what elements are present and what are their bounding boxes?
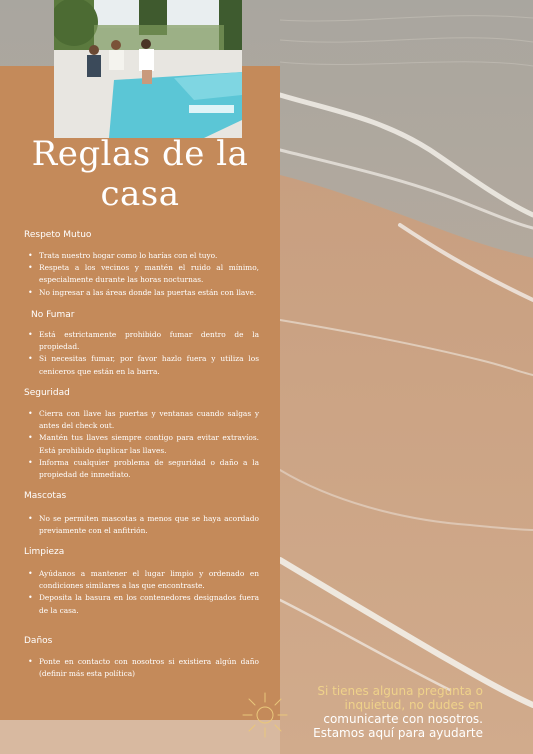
section-heading-mascotas: Mascotas [24,491,67,501]
list-mascotas [24,513,259,537]
list-limpieza [24,568,259,617]
list-no-fumar [24,329,259,378]
section-heading-no-fumar: No Fumar [31,310,75,320]
list-item: • No se permiten mascotas a menos que se haya acordado previamente con el anfitrión. [24,513,259,537]
list-item: • Ponte en contacto con nosotros si existiera algún daño (definir más esta política) [24,656,259,680]
pool-photo [54,0,242,138]
contact-line-3: comunicarte con nosotros. [323,712,483,726]
list-item: • No ingresar a las áreas donde las puertas están con llave. [24,287,259,299]
contact-line-4: Estamos aquí para ayudarte [313,726,483,740]
page-title [0,134,280,214]
list-item: • Informa cualquier problema de seguridad o daño a la propiedad de inmediato. [24,457,259,481]
contact-note [283,684,483,740]
list-item: • Mantén tus llaves siempre contigo para evitar extravíos. Está prohibido duplicar las llaves. [24,432,259,456]
title-line-2: casa [100,174,180,214]
section-heading-respeto: Respeto Mutuo [24,230,92,240]
list-seguridad [24,408,259,481]
title-line-1: Reglas de la [31,134,249,174]
list-item: • Trata nuestro hogar como lo harías con el tuyo. [24,250,259,262]
list-item: • Ayúdanos a mantener el lugar limpio y ordenado en condiciones similares a las que encontraste. [24,568,259,592]
list-item: • Está estrictamente prohibido fumar dentro de la propiedad. [24,329,259,353]
list-item: • Si necesitas fumar, por favor hazlo fuera y utiliza los ceniceros que están en la barra. [24,353,259,377]
contact-line-1: Si tienes alguna pregunta o [317,684,483,698]
list-item: • Cierra con llave las puertas y ventanas cuando salgas y antes del check out. [24,408,259,432]
list-item: • Respeta a los vecinos y mantén el ruido al mínimo, especialmente durante las horas nocturnas. [24,262,259,286]
contact-line-2: inquietud, no dudes en [344,698,483,712]
list-item: • Deposita la basura en los contenedores designados fuera de la casa. [24,592,259,616]
section-heading-seguridad: Seguridad [24,388,70,398]
list-danos [24,656,259,680]
section-heading-limpieza: Limpieza [24,547,65,557]
section-heading-danos: Daños [24,636,53,646]
list-respeto [24,250,259,299]
